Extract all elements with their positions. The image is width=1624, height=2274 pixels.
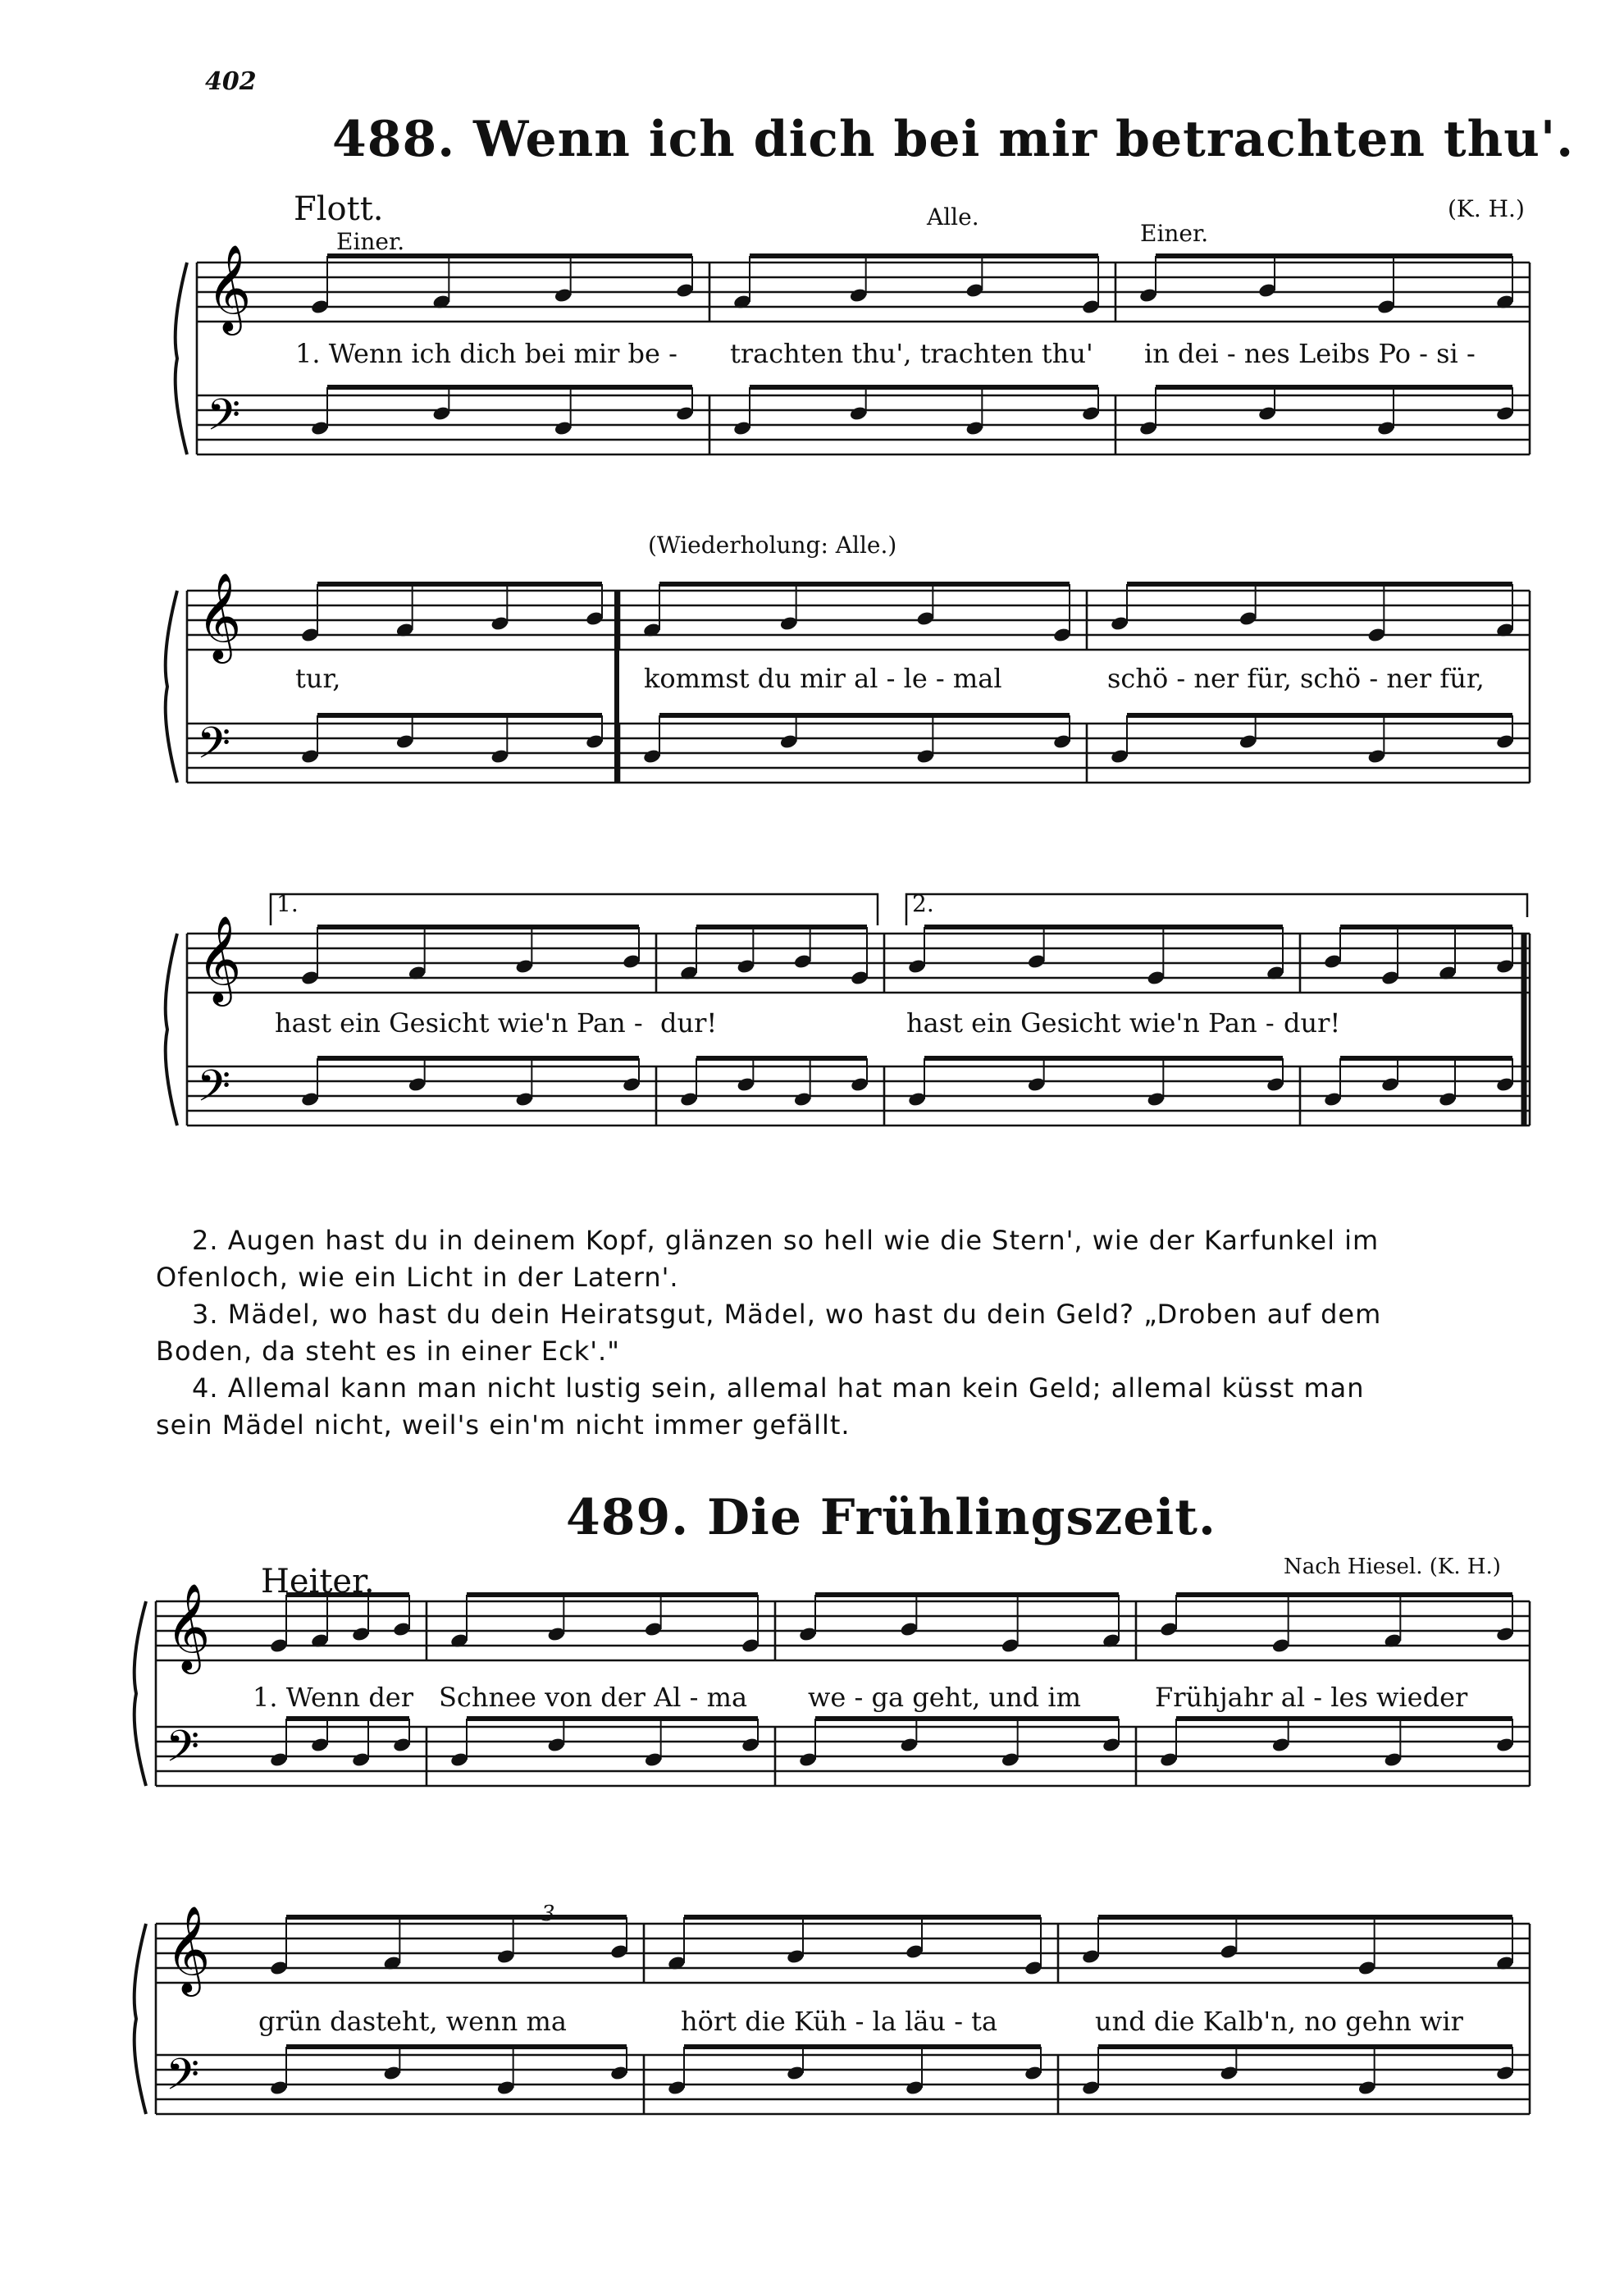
triplet-marking: 3 xyxy=(541,1902,555,1926)
treble-clef-icon: 𝄞 xyxy=(166,1905,211,1993)
system-brace xyxy=(135,1601,146,1786)
song-title-489: 489. Die Frühlingszeit. xyxy=(566,1489,1216,1546)
verse-line: 4. Allemal kann man nicht lustig sein, allemal hat man kein Geld; allemal küsst man xyxy=(192,1372,1365,1404)
credit: (K. H.) xyxy=(1448,195,1525,222)
treble-clef-icon: 𝄞 xyxy=(207,244,252,331)
bass-clef-icon: 𝄢 xyxy=(197,1062,231,1122)
system-brace xyxy=(176,263,187,454)
lyric-line: dur! xyxy=(1284,1007,1341,1039)
bass-clef-icon: 𝄢 xyxy=(197,719,231,779)
treble-clef-icon: 𝄞 xyxy=(166,1582,211,1670)
volta-label: 1. xyxy=(276,890,299,917)
performer-marking: (Wiederholung: Alle.) xyxy=(648,532,897,559)
lyric-line: 1. Wenn ich dich bei mir be - xyxy=(295,338,677,369)
performer-marking: Einer. xyxy=(336,228,405,255)
performer-marking: Einer. xyxy=(1140,220,1209,247)
lyric-line: hast ein Gesicht wie'n Pan - xyxy=(275,1007,643,1039)
verses-block xyxy=(156,1222,1542,1444)
verse-line: 3. Mädel, wo hast du dein Heiratsgut, Mädel, wo hast du dein Geld? „Droben auf dem xyxy=(192,1299,1382,1330)
system-brace xyxy=(135,1924,146,2114)
volta-label: 2. xyxy=(912,890,934,917)
bass-clef-icon: 𝄢 xyxy=(166,2050,200,2111)
lyric-line: 1. Wenn der xyxy=(253,1682,414,1713)
bass-clef-icon: 𝄢 xyxy=(207,390,241,451)
lyric-line: Schnee von der Al - ma xyxy=(439,1682,748,1713)
lyric-line: we - ga geht, und im xyxy=(808,1682,1081,1713)
lyric-line: schö - ner für, schö - ner für, xyxy=(1107,663,1485,694)
lyric-line: und die Kalb'n, no gehn wir xyxy=(1095,2006,1463,2037)
performer-marking: Alle. xyxy=(927,203,979,231)
verse-line: Boden, da steht es in einer Eck'." xyxy=(156,1336,620,1367)
verse-line: Ofenloch, wie ein Licht in der Latern'. xyxy=(156,1262,679,1293)
verse-line: sein Mädel nicht, weil's ein'm nicht immer gefällt. xyxy=(156,1409,851,1441)
system-brace xyxy=(166,934,177,1126)
song-title-488: 488. Wenn ich dich bei mir betrachten thu'. xyxy=(332,111,1575,168)
page-number: 402 xyxy=(205,67,257,96)
system-brace xyxy=(166,591,177,783)
credit: Nach Hiesel. (K. H.) xyxy=(1284,1555,1501,1579)
treble-clef-icon: 𝄞 xyxy=(197,915,242,1002)
lyric-line: tur, xyxy=(295,663,341,694)
lyric-line: Frühjahr al - les wieder xyxy=(1155,1682,1468,1713)
lyric-line: trachten thu', trachten thu' xyxy=(730,338,1093,369)
lyric-line: in dei - nes Leibs Po - si - xyxy=(1144,338,1476,369)
lyric-line: kommst du mir al - le - mal xyxy=(644,663,1002,694)
treble-clef-icon: 𝄞 xyxy=(197,572,242,660)
tempo-marking: Heiter. xyxy=(261,1563,375,1600)
volta-bracket xyxy=(271,894,878,925)
tempo-marking: Flott. xyxy=(294,190,384,228)
lyric-line: hast ein Gesicht wie'n Pan - xyxy=(906,1007,1275,1039)
verse-line: 2. Augen hast du in deinem Kopf, glänzen so hell wie die Stern', wie der Karfunkel im xyxy=(192,1225,1380,1256)
lyric-line: hört die Küh - la läu - ta xyxy=(681,2006,998,2037)
volta-bracket xyxy=(906,894,1527,925)
lyric-line: dur! xyxy=(660,1007,718,1039)
lyric-line: grün dasteht, wenn ma xyxy=(258,2006,567,2037)
bass-clef-icon: 𝄢 xyxy=(166,1722,200,1783)
